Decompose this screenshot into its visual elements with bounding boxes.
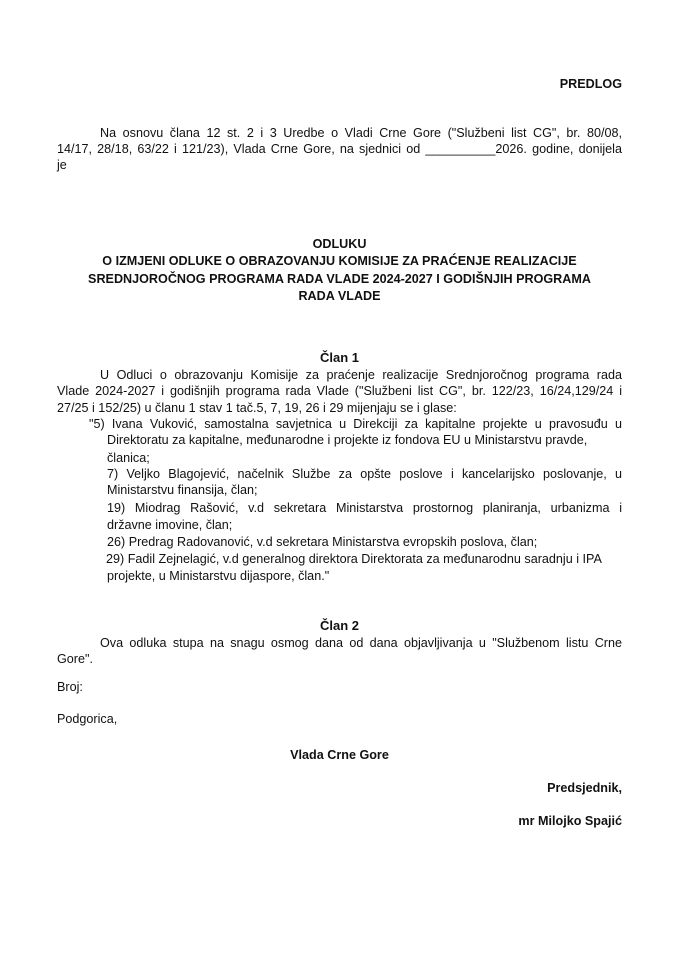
- preamble-line: Na osnovu člana 12 st. 2 i 3 Uredbe o Vladi Crne Gore ("Službeni list CG", br. 80/08,: [100, 126, 622, 140]
- signatory-role: Predsjednik,: [547, 781, 622, 795]
- list-item-5: Direktoratu za kapitalne, međunarodne i projekte iz fondova EU u Ministarstvu pravde,: [107, 433, 588, 447]
- list-item-29: projekte, u Ministarstvu dijaspore, član.": [107, 569, 330, 583]
- number-label: Broj:: [57, 680, 83, 694]
- document-subtitle: O IZMJENI ODLUKE O OBRAZOVANJU KOMISIJE ZA PRAĆENJE REALIZACIJE: [102, 254, 577, 268]
- article-1-heading: Član 1: [319, 350, 359, 365]
- document-subtitle: SREDNJOROČNOG PROGRAMA RADA VLADE 2024-2027 I GODIŠNJIH PROGRAMA: [88, 272, 591, 286]
- place-label: Podgorica,: [57, 712, 118, 726]
- article-2-line: Gore".: [57, 652, 93, 666]
- article-1-line: U Odluci o obrazovanju Komisije za praćenje realizacije Srednjoročnog programa rada: [100, 368, 622, 382]
- list-item-7: Ministarstvu finansija, član;: [107, 483, 258, 497]
- list-item-5: "5) Ivana Vuković, samostalna savjetnica u Direkciji za kapitalne projekte u pravosuđu u: [89, 417, 622, 431]
- document-subtitle: RADA VLADE: [298, 289, 381, 303]
- list-item-19: 19) Miodrag Rašović, v.d sekretara Ministarstva prostornog planiranja, urbanizma i: [107, 501, 622, 515]
- signatory-name: mr Milojko Spajić: [518, 814, 622, 828]
- draft-label: PREDLOG: [559, 77, 622, 91]
- article-2-line: Ova odluka stupa na snagu osmog dana od dana objavljivanja u "Službenom listu Crne: [100, 636, 622, 650]
- article-1-line: 27/25 i 152/25) u članu 1 stav 1 tač.5, 7, 19, 26 i 29 mijenjaju se i glase:: [57, 401, 457, 415]
- list-item-29: 29) Fadil Zejnelagić, v.d generalnog direktora Direktorata za međunarodnu saradnju i IPA: [106, 552, 602, 566]
- article-1-line: Vlade 2024-2027 i godišnjih programa rada Vlade ("Službeni list CG", br. 122/23, 16/24,129/24 i: [57, 384, 622, 398]
- list-item-19: državne imovine, član;: [107, 518, 233, 532]
- document-title: ODLUKU: [312, 237, 367, 251]
- preamble-line: je: [57, 158, 67, 172]
- list-item-5: članica;: [107, 451, 150, 465]
- preamble-line: 14/17, 28/18, 63/22 i 121/23), Vlada Crne Gore, na sjednici od __________2026. godine, donijela: [57, 142, 622, 156]
- list-item-26: 26) Predrag Radovanović, v.d sekretara Ministarstva evropskih poslova, član;: [107, 535, 538, 549]
- article-2-heading: Član 2: [319, 618, 359, 633]
- list-item-7: 7) Veljko Blagojević, načelnik Službe za opšte poslove i kancelarijsko poslovanje, u: [107, 467, 622, 481]
- government-name: Vlada Crne Gore: [290, 748, 389, 762]
